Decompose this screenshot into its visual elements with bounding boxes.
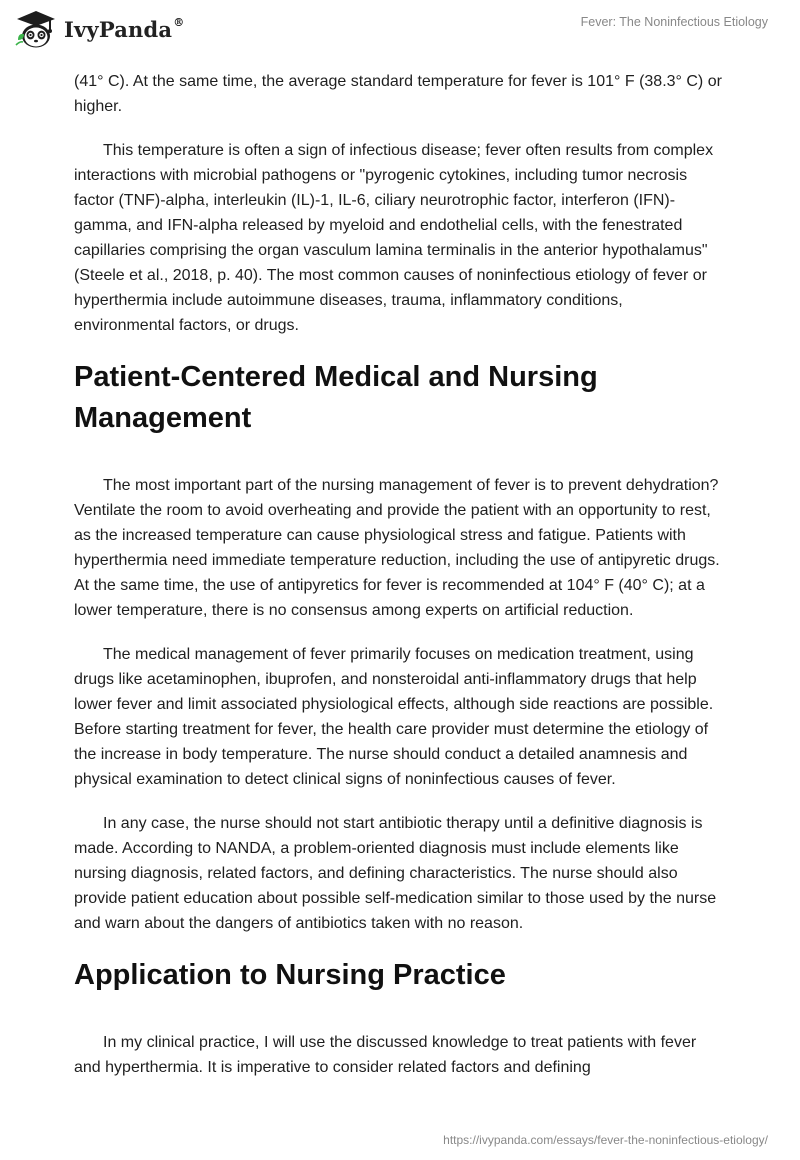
heading-management: Patient-Centered Medical and Nursing Management — [74, 361, 598, 434]
paragraph-clinical-practice: In my clinical practice, I will use the discussed knowledge to treat patients with fever and hyperthermia. It is imperative to consider related factors and defining — [74, 1034, 697, 1076]
paragraph-medical-management: The medical management of fever primarily focuses on medication treatment, using drugs like acetaminophen, ibuprofen, and nonsteroidal anti-inflammatory drugs that help lower fever and limit associated physiological effects, although side reactions are possible. Before starting treatment for fever, the health care provider must determine the etiology of the increase in body temperature. The nurse should conduct a detailed anamnesis and physical examination to detect clinical signs of noninfectious causes of fever. — [74, 646, 714, 788]
paragraph-antibiotic-therapy: In any case, the nurse should not start antibiotic therapy until a definitive diagnosis is made. According to NANDA, a problem-oriented diagnosis must include elements like nursing diagnosis, related factors, and defining characteristics. The nurse should also provide patient education about possible self-medication similar to those used by the nurse and warn about the dangers of antibiotics taken with no reason. — [74, 815, 717, 932]
document-title: Fever: The Noninfectious Etiology — [580, 15, 768, 29]
source-url[interactable]: https://ivypanda.com/essays/fever-the-noninfectious-etiology/ — [443, 1133, 768, 1147]
panda-graduate-icon — [14, 9, 58, 49]
page-header — [0, 0, 800, 62]
paragraph-nursing-management: The most important part of the nursing management of fever is to prevent dehydration? Ventilate the room to avoid overheating and provide the patient with an opportunity to rest, as the increased temperature can cause physiological stress and fatigue. Patients with hyperthermia need immediate temperature reduction, including the use of antipyretic drugs. At the same time, the use of antipyretics for fever is recommended at 104° F (40° C); at a lower temperature, there is no consensus among experts on artificial reduction. — [74, 477, 720, 619]
paragraph-fever-temperature: (41° C). At the same time, the average standard temperature for fever is 101° F (38.3° C) or higher. — [74, 73, 722, 115]
essay-content — [74, 69, 726, 1099]
paragraph-infectious-disease: This temperature is often a sign of infectious disease; fever often results from complex interactions with microbial pathogens or "pyrogenic cytokines, including tumor necrosis factor (TNF)-alpha, interleukin (IL)-1, IL-6, ciliary neurotrophic factor, interferon (IFN)-gamma, and IFN-alpha released by myeloid and endothelial cells, with the fenestrated capillaries comprising the organ vasculum lamina terminalis in the anterior hypothalamus" (Steele et al., 2018, p. 40). The most common causes of noninfectious etiology of fever or hyperthermia include autoimmune diseases, trauma, inflammatory conditions, environmental factors, or drugs. — [74, 142, 714, 334]
brand-logo[interactable] — [14, 9, 184, 49]
heading-application: Application to Nursing Practice — [74, 959, 506, 991]
brand-name: IvyPanda® — [64, 15, 185, 42]
registered-mark: ® — [173, 15, 185, 29]
